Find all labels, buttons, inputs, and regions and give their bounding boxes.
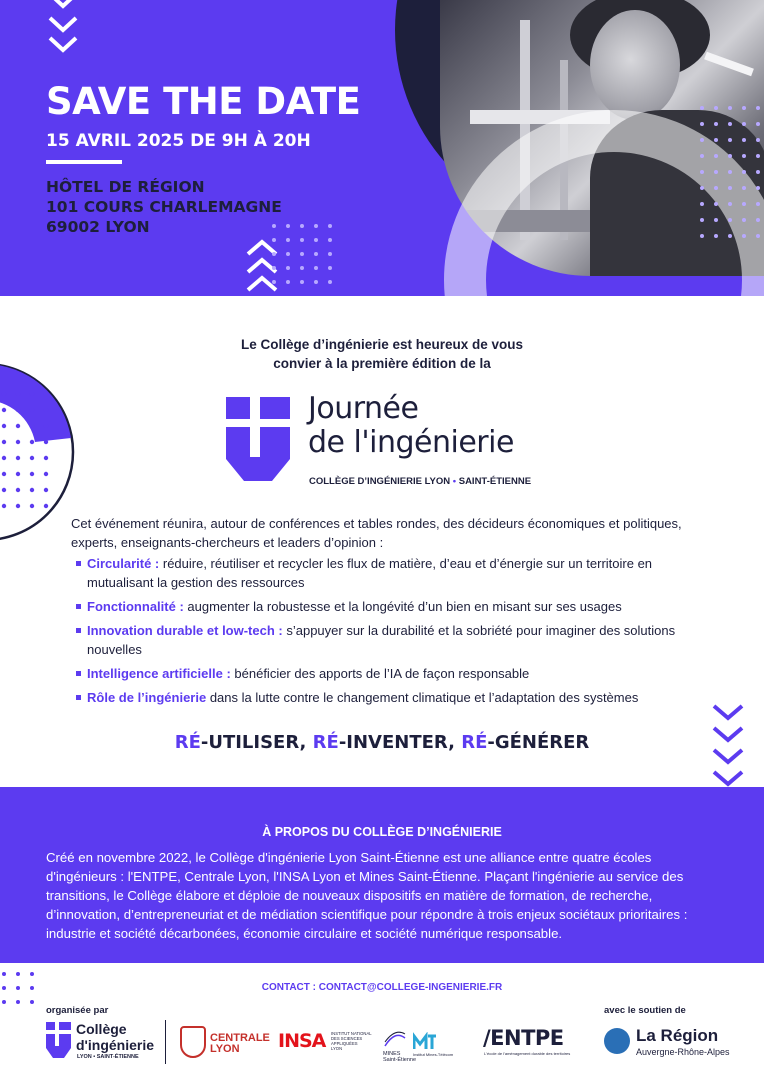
centrale-lyon-text xyxy=(210,1033,270,1043)
about-title: À PROPOS DU COLLÈGE D’INGÉNIERIE xyxy=(262,825,502,839)
imt-logo xyxy=(413,1032,437,1050)
event-name-line: Journée xyxy=(308,391,419,426)
event-organizer-line xyxy=(309,476,531,487)
header-banner xyxy=(0,0,764,296)
address-line: 101 COURS CHARLEMAGNE xyxy=(46,198,282,216)
save-the-date-title: SAVE THE DATE xyxy=(46,80,361,123)
event-address xyxy=(46,177,282,237)
logo-text: LYON xyxy=(210,1043,240,1055)
organizer-text: COLLÈGE D’INGÉNIERIE LYON xyxy=(309,476,451,487)
divider xyxy=(165,1020,166,1064)
event-name-line: de l'ingénierie xyxy=(308,425,514,460)
list-item xyxy=(76,554,698,592)
motto-word: -INVENTER, xyxy=(338,732,462,753)
topic-text: dans la lutte contre le changement climatique et l’adaptation des systèmes xyxy=(206,690,639,705)
dot-grid-decoration xyxy=(0,390,52,512)
list-item xyxy=(76,597,698,616)
divider xyxy=(46,160,122,164)
motto-word: -GÉNÉRER xyxy=(487,732,590,753)
event-date: 15 AVRIL 2025 DE 9H À 20H xyxy=(46,131,311,151)
separator-dot: • xyxy=(452,476,457,487)
region-icon xyxy=(604,1028,630,1054)
topic-text: réduire, réutiliser et recycler les flux de matière, d’eau et d’énergie sur un territoire en mutualisant la gestion des ressources xyxy=(87,556,653,590)
insa-lyon-logo: INSA xyxy=(278,1030,326,1052)
logo-text: LYON • SAINT-ÉTIENNE xyxy=(77,1054,139,1060)
organised-by-label: organisée par xyxy=(46,1005,109,1016)
intro-line: convier à la première édition de la xyxy=(273,356,491,371)
list-item xyxy=(76,664,698,683)
entpe-subtitle: L'école de l'aménagement durable des territoires xyxy=(484,1051,571,1056)
motto-word: -UTILISER, xyxy=(200,732,313,753)
logo-text: La Région xyxy=(636,1026,719,1045)
list-item xyxy=(76,621,698,659)
topic-text: bénéficier des apports de l’IA de façon responsable xyxy=(230,666,530,681)
lead-paragraph: Cet événement réunira, autour de conférences et tables rondes, des décideurs économiques et politiques, experts, enseignants-chercheurs et leaders d’opinion : xyxy=(71,516,682,550)
organizer-text: SAINT-ÉTIENNE xyxy=(458,476,532,487)
topic-text: s’appuyer sur la durabilité et la sobriété pour imaginer des solutions nouvelles xyxy=(87,623,676,657)
topic-keyword: Intelligence artificielle : xyxy=(87,666,231,681)
mines-logo xyxy=(383,1028,407,1050)
chevron-down-icon xyxy=(47,0,79,58)
imt-logo-text: Institut Mines-Télécom xyxy=(413,1052,454,1057)
address-line: HÔTEL DE RÉGION xyxy=(46,178,205,196)
topic-list xyxy=(76,554,698,712)
event-name xyxy=(308,392,514,460)
logo-text: d'ingénierie xyxy=(76,1037,155,1053)
logo-text: Auvergne-Rhône-Alpes xyxy=(636,1047,730,1057)
motto xyxy=(0,732,764,753)
topic-keyword: Fonctionnalité : xyxy=(87,599,184,614)
contact-email-link[interactable]: CONTACT : CONTACT@COLLEGE-INGENIERIE.FR xyxy=(261,982,503,993)
motto-prefix: RÉ xyxy=(312,732,339,753)
support-label: avec le soutien de xyxy=(604,1005,686,1016)
intro-text xyxy=(182,335,582,373)
topic-keyword: Innovation durable et low-tech : xyxy=(87,623,283,638)
mines-logo-text: MINES Saint-Étienne xyxy=(383,1051,417,1063)
dot-grid-decoration xyxy=(698,104,764,254)
centrale-lyon-logo xyxy=(180,1026,206,1058)
topic-keyword: Rôle de l’ingénierie xyxy=(87,690,207,705)
journee-logo-mark xyxy=(226,397,292,481)
about-text: Créé en novembre 2022, le Collège d'ingénierie Lyon Saint-Étienne est une alliance entre quatre écoles d'ingénieurs : l'ENTPE, Centrale Lyon, l'INSA Lyon et Mines Saint-Étienne. Plaçant l'ingénierie au service des transitions, le Collège élabore et déploie de nouveaux dispositifs en matière de formation, de recherche, d’innovation, d’entrepreneuriat et de médiation scientifique pour répondre à trois enjeux sociétaux prioritaires : industrie et société décarbonées, économie circulaire et société numérique responsable. xyxy=(46,850,688,941)
intro-line: Le Collège d’ingénierie est heureux de vous xyxy=(240,337,524,352)
motto-prefix: RÉ xyxy=(174,732,201,753)
topic-text: augmenter la robustesse et la longévité d’un bien en misant sur ses usages xyxy=(183,599,622,614)
topic-keyword: Circularité : xyxy=(87,556,160,571)
motto-prefix: RÉ xyxy=(461,732,488,753)
address-line: 69002 LYON xyxy=(46,218,150,236)
entpe-logo: /ENTPE xyxy=(483,1026,564,1050)
insa-lyon-subtitle: INSTITUT NATIONAL DES SCIENCES APPLIQUÉES LYON xyxy=(331,1031,372,1051)
list-item xyxy=(76,688,698,707)
logo-text: Collège xyxy=(76,1021,127,1037)
logo-text: CENTRALE xyxy=(210,1032,270,1044)
